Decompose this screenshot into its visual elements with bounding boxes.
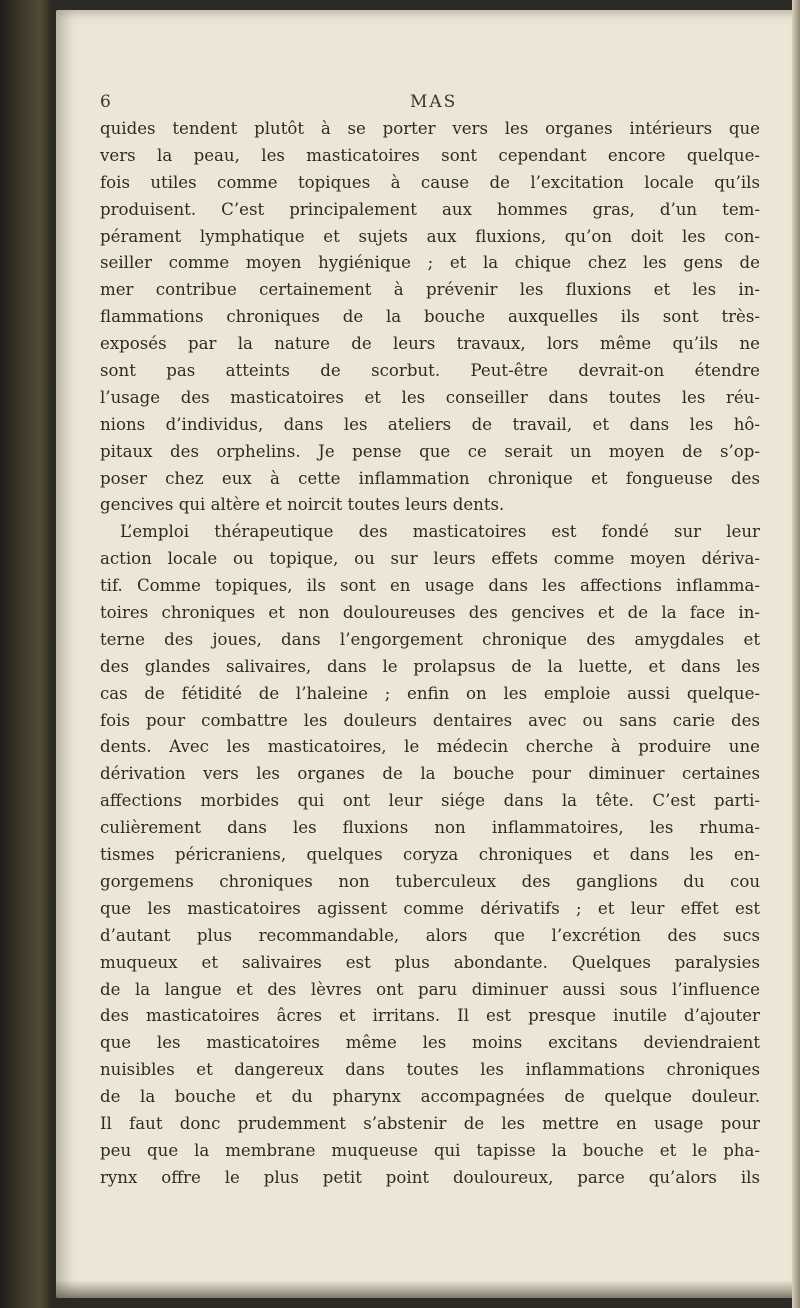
text-line: poser chez eux à cette inflammation chronique et fongueuse des (100, 468, 760, 488)
running-head: MAS (410, 92, 458, 112)
text-line: muqueux et salivaires est plus abondante. Quelques paralysies (100, 952, 760, 972)
text-line: l’usage des masticatoires et les conseiller dans toutes les réu- (100, 387, 760, 407)
text-line: vers la peau, les masticatoires sont cependant encore quelque- (100, 145, 760, 165)
text-line: action locale ou topique, ou sur leurs effets comme moyen dériva- (100, 549, 760, 569)
text-line: toires chroniques et non douloureuses des gencives et de la face in- (100, 603, 760, 623)
text-line: tismes péricraniens, quelques coryza chroniques et dans les en- (100, 845, 760, 865)
text-line: que les masticatoires agissent comme dérivatifs ; et leur effet est (100, 898, 760, 918)
page-header (100, 92, 760, 118)
text-line: cas de fétidité de l’haleine ; enfin on les emploie aussi quelque- (100, 683, 760, 703)
text-line: des glandes salivaires, dans le prolapsus de la luette, et dans les (100, 656, 760, 676)
text-line: fois pour combattre les douleurs dentaires avec ou sans carie des (100, 710, 760, 730)
text-line: de la bouche et du pharynx accompagnées de quelque douleur. (100, 1087, 760, 1107)
text-line: produisent. C’est principalement aux hommes gras, d’un tem- (100, 199, 760, 219)
page-edge (792, 0, 800, 1308)
page-number: 6 (100, 92, 111, 112)
text-line: d’autant plus recommandable, alors que l’excrétion des sucs (100, 925, 760, 945)
text-line: exposés par la nature de leurs travaux, lors même qu’ils ne (100, 334, 760, 354)
text-line: quides tendent plutôt à se porter vers les organes intérieurs que (100, 119, 760, 138)
text-line: nions d’individus, dans les ateliers de travail, et dans les hô- (100, 414, 760, 434)
text-line: dérivation vers les organes de la bouche pour diminuer certaines (100, 764, 760, 784)
text-line: fois utiles comme topiques à cause de l’excitation locale qu’ils (100, 172, 760, 192)
text-line: dents. Avec les masticatoires, le médecin cherche à produire une (100, 737, 760, 757)
text-line: pitaux des orphelins. Je pense que ce serait un moyen de s’op- (100, 441, 760, 461)
text-line: peu que la membrane muqueuse qui tapisse la bouche et le pha- (100, 1140, 760, 1160)
text-line: culièrement dans les fluxions non inflammatoires, les rhuma- (100, 818, 760, 838)
text-line: sont pas atteints de scorbut. Peut-être devrait-on étendre (100, 361, 760, 381)
text-line: seiller comme moyen hygiénique ; et la chique chez les gens de (100, 253, 760, 273)
text-line: pérament lymphatique et sujets aux fluxions, qu’on doit les con- (100, 226, 760, 246)
text-line: nuisibles et dangereux dans toutes les inflammations chroniques (100, 1060, 760, 1080)
text-line: que les masticatoires même les moins excitans deviendraient (100, 1033, 760, 1053)
text-line: gorgemens chroniques non tuberculeux des ganglions du cou (100, 871, 760, 891)
text-line: L’emploi thérapeutique des masticatoires est fondé sur leur (120, 522, 760, 542)
text-line: rynx offre le plus petit point douloureux, parce qu’alors ils (100, 1167, 760, 1187)
text-line: terne des joues, dans l’engorgement chronique des amygdales et (100, 629, 760, 649)
text-line: tif. Comme topiques, ils sont en usage dans les affections inflamma- (100, 576, 760, 596)
text-line: mer contribue certainement à prévenir les fluxions et les in- (100, 280, 760, 300)
text-line: des masticatoires âcres et irritans. Il est presque inutile d’ajouter (100, 1006, 760, 1026)
body-text (100, 116, 760, 1192)
text-line: affections morbides qui ont leur siége dans la tête. C’est parti- (100, 791, 760, 811)
text-line: gencives qui altère et noircit toutes leurs dents. (100, 495, 505, 515)
text-line: Il faut donc prudemment s’abstenir de les mettre en usage pour (100, 1113, 760, 1133)
text-line: flammations chroniques de la bouche auxquelles ils sont très- (100, 307, 760, 327)
text-line: de la langue et des lèvres ont paru diminuer aussi sous l’influence (100, 979, 760, 999)
